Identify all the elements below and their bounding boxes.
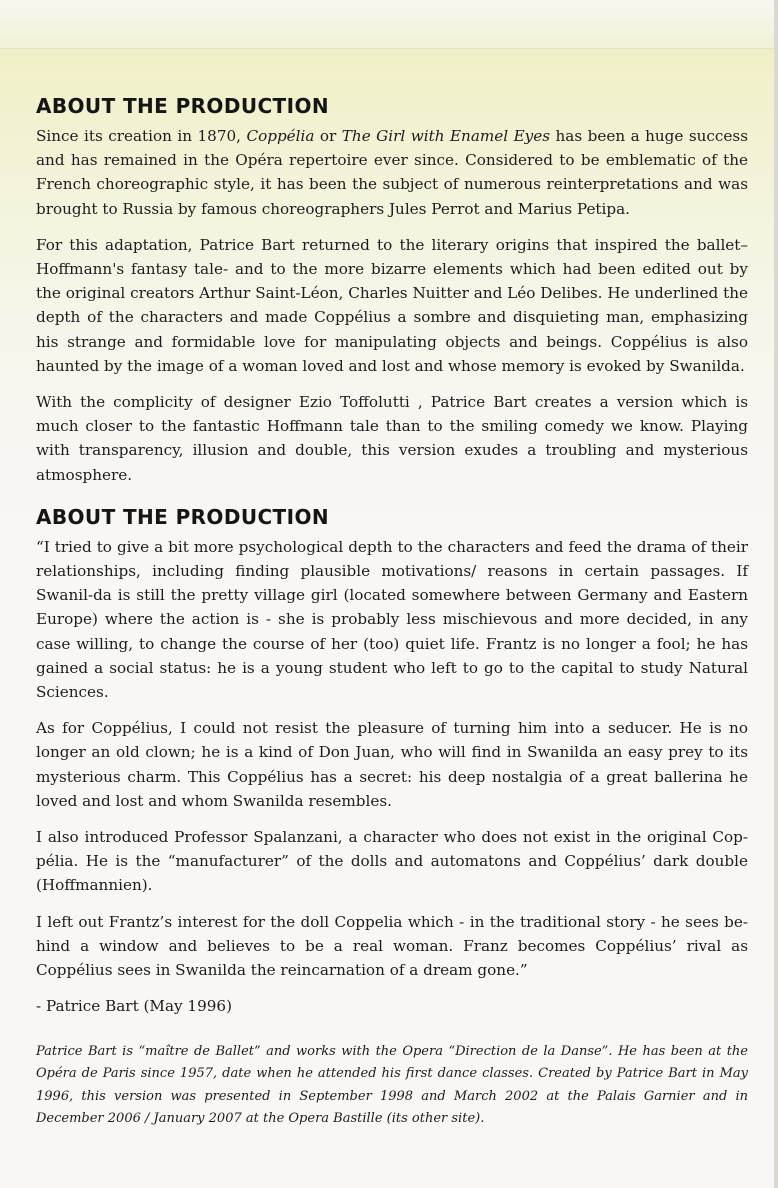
paragraph-quote-4: I left out Frantz’s interest for the doll Coppelia which - in the traditional story - he sees be-hind a window and believes to be a real woman. Franz becomes Coppélius’ rival as Coppélius sees in Swanilda the reincarnation of a dream gone.” (36, 912, 748, 980)
attribution: - Patrice Bart (May 1996) (36, 997, 233, 1016)
page-edge (774, 0, 778, 1188)
paragraph-quote-2: As for Coppélius, I could not resist the pleasure of turning him into a seducer. He is no longer an old clown; he is a kind of Don Juan, who will find in Swanilda an easy prey to its mysterious charm. This Coppélius has a secret: his deep nostalgia of a great ballerina he loved and lost and whom Swanilda resembles. (36, 719, 748, 810)
content-column (36, 94, 748, 1143)
section-heading: ABOUT THE PRODUCTION (36, 504, 329, 529)
section-about-production-1 (36, 94, 748, 487)
section-heading: ABOUT THE PRODUCTION (36, 94, 329, 118)
footnote-block (36, 1041, 748, 1131)
paragraph-quote-1: “I tried to give a bit more psychological depth to the characters and feed the drama of their relationships, including finding plausible motivations/ reasons in certain passages. If Swanil-da is still the pretty village girl (located somewhere between Germany and Eastern Europe) where the action is - she is probably less mischievous and more decided, in any case willing, to change the course of her (too) quiet life. Frantz is no longer a fool; he has gained a social status: he is a young student who left to go to the capital to study Natural Sciences. (36, 537, 748, 702)
top-band (0, 0, 778, 49)
footnote: Patrice Bart is “maître de Ballet” and works with the Opera “Direction de la Danse”. He has been at the Opéra de Paris since 1957, date when he attended his first dance classes. Created by Patrice Bart in May 1996, this version was presented in September 1998 and March 2002 at the Palais Garnier and in December 2006 / January 2007 at the Opera Bastille (its other site). (36, 1043, 748, 1126)
section-about-production-2 (36, 505, 748, 1019)
paragraph-history: Since its creation in 1870, Coppélia or The Girl with Enamel Eyes has been a huge success and has remained in the Opéra repertoire ever since. Considered to be emblematic of the French choreographic style, it has been the subject of numerous reinterpretations and was brought to Russia by famous choreographers Jules Perrot and Marius Petipa. (36, 127, 748, 218)
paragraph-quote-3: I also introduced Professor Spalanzani, a character who does not exist in the original Cop-pélia. He is the “manufacturer” of the dolls and automatons and Coppélius’ dark double (Hoffmannien). (36, 828, 748, 895)
paragraph-designer: With the complicity of designer Ezio Toffolutti , Patrice Bart creates a version which is much closer to the fantastic Hoffmann tale than to the smiling comedy we know. Playing with transparency, illusion and double, this version exudes a troubling and mysterious atmosphere. (36, 393, 748, 484)
paragraph-adaptation: For this adaptation, Patrice Bart returned to the literary origins that inspired the ballet– Hoffmann's fantasy tale- and to the more bizarre elements which had been edited out by the original creators Arthur Saint-Léon, Charles Nuitter and Léo Delibes. He underlined the depth of the characters and made Coppélius a sombre and disquieting man, emphasizing his strange and formidable love for manipulating objects and beings. Coppélius is also haunted by the image of a woman loved and lost and whose memory is evoked by Swanilda. (36, 235, 748, 375)
